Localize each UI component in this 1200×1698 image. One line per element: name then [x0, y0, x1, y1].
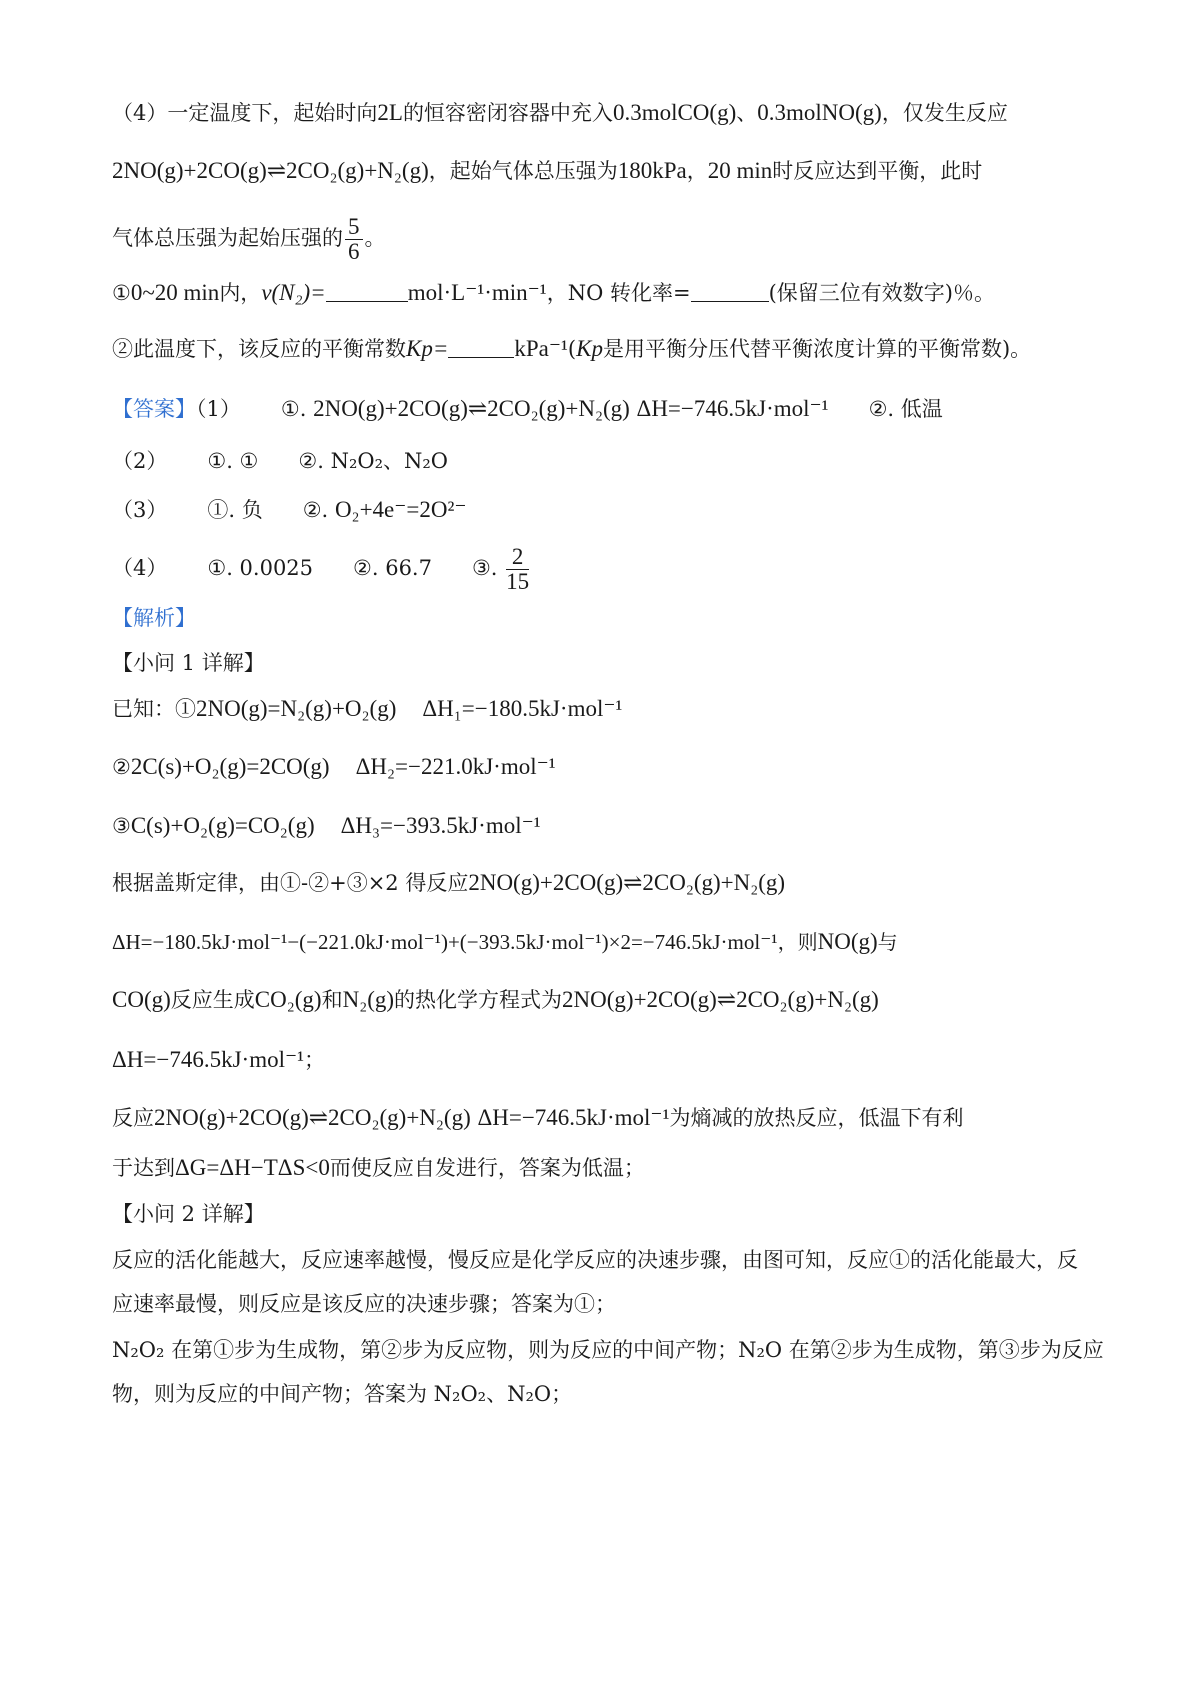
sub2-para-4: 物，则为反应的中间产物；答案为 N₂O₂、N₂O；: [112, 1382, 573, 1406]
sub1-heading: 【小问 1 详解】: [112, 651, 265, 675]
answer-line-3: （3） ①. 负 ②. O₂+4e⁻=2O²⁻: [112, 497, 467, 522]
q4-line-3: 气体总压强为起始压强的 $\frac{5}{6}$ 。: [112, 214, 386, 264]
answer-blank-conversion[interactable]: [691, 281, 769, 302]
sub2-para-3: N₂O₂ 在第①步为生成物，第②步为反应物，则为反应的中间产物；N₂O 在第②步为生成物，第③步为反应: [112, 1338, 1104, 1362]
known-eq-3: ③C(s)+O₂(g)=CO₂(g) ΔH₃=−393.5kJ·mol⁻¹: [112, 813, 541, 838]
sub2-heading: 【小问 2 详解】: [112, 1202, 265, 1226]
analysis-heading: 【解析】: [112, 606, 196, 630]
entropy-line-2: 于达到ΔG=ΔH−TΔS<0而使反应自发进行，答案为低温；: [112, 1155, 645, 1180]
answer-line-4: （4） ①. 0.0025 ②. 66.7 ③. $\frac{2}{15}$: [112, 544, 530, 594]
known-eq-1: 已知：①2NO(g)=N₂(g)+O₂(g) ΔH₁=−180.5kJ·mol⁻¹: [112, 696, 623, 721]
thermo-line: CO(g)反应生成CO₂(g)和N₂(g)的热化学方程式为2NO(g)+2CO(g)⇌2CO₂(g)+N₂(g): [112, 987, 879, 1012]
q4-sub-2: ②此温度下，该反应的平衡常数Kp= kPa⁻¹(Kp是用平衡分压代替平衡浓度计算的平衡常数)。: [112, 336, 1032, 361]
answer-blank-kp[interactable]: [448, 337, 514, 358]
calc-line: ΔH=−180.5kJ·mol⁻¹−(−221.0kJ·mol⁻¹)+(−393.5kJ·mol⁻¹)×2=−746.5kJ·mol⁻¹，则NO(g)与: [112, 929, 898, 954]
answer-blank-rate[interactable]: [326, 281, 408, 302]
pressure-ratio-fraction: $\frac{5}{6}$: [345, 215, 363, 264]
kp-fraction: $\frac{2}{15}$: [506, 544, 530, 594]
q4-line-2: 2NO(g)+2CO(g)⇌2CO₂(g)+N₂(g)，起始气体总压强为180kPa，20 min时反应达到平衡，此时: [112, 158, 983, 183]
answer-line-1: 【答案】（1） ①. 2NO(g)+2CO(g)⇌2CO₂(g)+N₂(g) ΔH=−746.5kJ·mol⁻¹ ②. 低温: [112, 396, 943, 421]
sub2-para-2: 应速率最慢，则反应是该反应的决速步骤；答案为①；: [112, 1292, 616, 1316]
hess-line: 根据盖斯定律，由①-②+③×2 得反应2NO(g)+2CO(g)⇌2CO₂(g)+N₂(g): [112, 870, 786, 895]
thermo-dh-line: ΔH=−746.5kJ·mol⁻¹；: [112, 1047, 326, 1072]
q4-reaction: 2NO(g)+2CO(g)⇌2CO₂(g)+N₂(g): [112, 158, 429, 183]
entropy-line-1: 反应2NO(g)+2CO(g)⇌2CO₂(g)+N₂(g) ΔH=−746.5kJ·mol⁻¹为熵减的放热反应，低温下有利: [112, 1105, 964, 1130]
q4-line-1: （4）一定温度下，起始时向2L的恒容密闭容器中充入0.3molCO(g)、0.3molNO(g)，仅发生反应: [112, 100, 1008, 125]
known-eq-2: ②2C(s)+O₂(g)=2CO(g) ΔH₂=−221.0kJ·mol⁻¹: [112, 754, 556, 779]
sub2-para-1: 反应的活化能越大，反应速率越慢，慢反应是化学反应的决速步骤，由图可知，反应①的活化能最大，反: [112, 1248, 1078, 1272]
answer-heading: 【答案】: [112, 397, 196, 421]
answer-line-2: （2） ①. ① ②. N₂O₂、N₂O: [112, 449, 449, 473]
q4-sub-1: ①0~20 min内，v(N₂)= mol·L⁻¹·min⁻¹，NO 转化率= (保留三位有效数字)％。: [112, 280, 995, 305]
